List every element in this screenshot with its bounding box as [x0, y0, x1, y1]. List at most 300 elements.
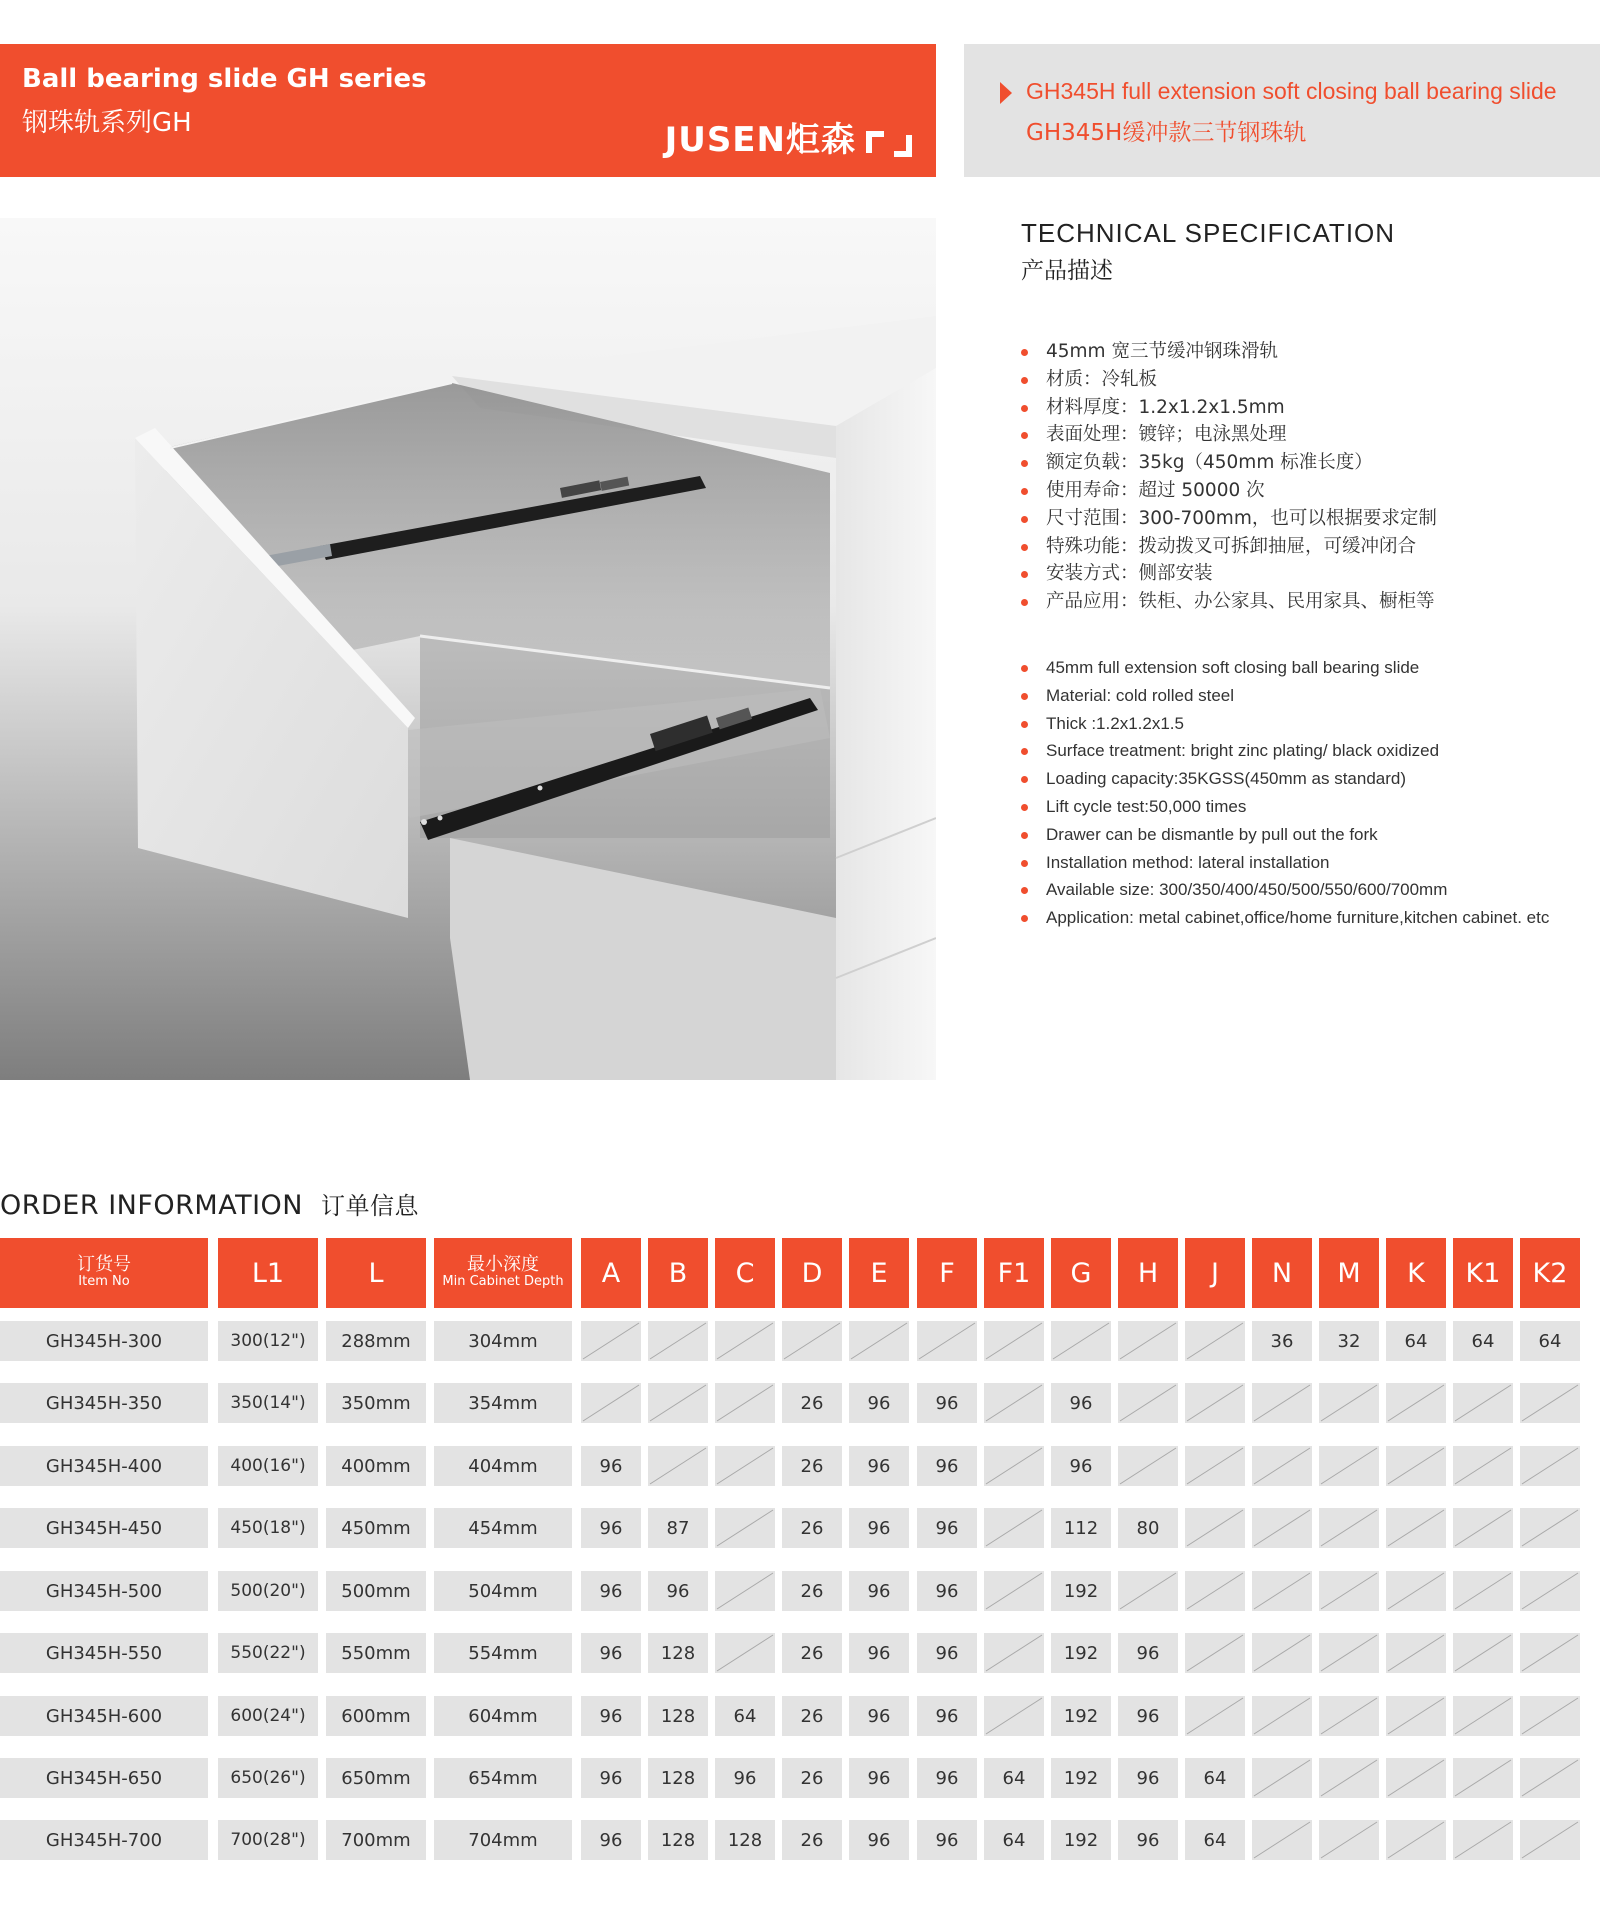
cell-value: 112	[1063, 1517, 1099, 1539]
column-header	[984, 1238, 1044, 1308]
table-cell	[1051, 1633, 1111, 1673]
cell-value: 304mm	[468, 1330, 538, 1352]
cell-value: 96	[1069, 1455, 1093, 1477]
spec-list-cn	[1021, 338, 1437, 616]
cell-value: 26	[800, 1767, 824, 1789]
table-cell	[218, 1633, 318, 1673]
cell-value: 192	[1063, 1642, 1099, 1664]
table-cell	[648, 1571, 708, 1611]
table-cell	[984, 1696, 1044, 1736]
cell-value: 64	[1002, 1767, 1026, 1789]
header-label: K	[1407, 1257, 1425, 1289]
cell-value: 96	[599, 1829, 623, 1851]
table-cell	[1453, 1696, 1513, 1736]
header-label: L1	[251, 1257, 285, 1289]
table-cell	[917, 1758, 977, 1798]
not-applicable-slash-icon	[1520, 1383, 1580, 1423]
table-cell	[648, 1758, 708, 1798]
column-header	[1118, 1238, 1178, 1308]
not-applicable-slash-icon	[1319, 1383, 1379, 1423]
list-item: Drawer can be dismantle by pull out the fork	[1021, 821, 1549, 849]
table-cell	[1252, 1571, 1312, 1611]
table-cell	[715, 1446, 775, 1486]
cell-value: 96	[599, 1642, 623, 1664]
table-cell	[1319, 1321, 1379, 1361]
table-cell	[434, 1446, 572, 1486]
table-cell	[1185, 1820, 1245, 1860]
column-header	[917, 1238, 977, 1308]
table-cell	[984, 1508, 1044, 1548]
table-cell	[1386, 1696, 1446, 1736]
table-cell	[849, 1696, 909, 1736]
not-applicable-slash-icon	[1185, 1446, 1245, 1486]
not-applicable-slash-icon	[715, 1571, 775, 1611]
cell-value: 26	[800, 1517, 824, 1539]
table-cell	[1051, 1820, 1111, 1860]
table-cell	[715, 1508, 775, 1548]
header-label: K1	[1465, 1257, 1501, 1289]
header-label: N	[1271, 1257, 1293, 1289]
cell-value: 96	[935, 1767, 959, 1789]
table-cell	[917, 1820, 977, 1860]
cell-value: 26	[800, 1829, 824, 1851]
item-no-cell	[0, 1696, 208, 1736]
table-cell	[782, 1571, 842, 1611]
cell-value: 96	[867, 1767, 891, 1789]
column-header	[715, 1238, 775, 1308]
cell-value: 64	[1538, 1330, 1562, 1352]
cell-value: 26	[800, 1392, 824, 1414]
table-cell	[218, 1321, 318, 1361]
not-applicable-slash-icon	[648, 1321, 708, 1361]
table-cell	[581, 1446, 641, 1486]
table-cell	[581, 1696, 641, 1736]
not-applicable-slash-icon	[984, 1696, 1044, 1736]
not-applicable-slash-icon	[1520, 1820, 1580, 1860]
not-applicable-slash-icon	[648, 1383, 708, 1423]
cell-value: 600mm	[341, 1705, 411, 1727]
table-cell	[1319, 1820, 1379, 1860]
table-cell	[1118, 1633, 1178, 1673]
cell-value: 26	[800, 1642, 824, 1664]
cell-value: GH345H-350	[45, 1392, 163, 1414]
table-cell	[326, 1571, 426, 1611]
not-applicable-slash-icon	[782, 1321, 842, 1361]
not-applicable-slash-icon	[1319, 1758, 1379, 1798]
item-no-cell	[0, 1571, 208, 1611]
table-cell	[434, 1508, 572, 1548]
column-header	[1252, 1238, 1312, 1308]
list-item: Thick :1.2x1.2x1.5	[1021, 710, 1549, 738]
cell-value: 96	[599, 1517, 623, 1539]
item-no-cell	[0, 1321, 208, 1361]
table-cell	[218, 1446, 318, 1486]
list-item: 45mm 宽三节缓冲钢珠滑轨	[1021, 338, 1437, 366]
table-cell	[218, 1820, 318, 1860]
table-cell	[849, 1383, 909, 1423]
not-applicable-slash-icon	[1319, 1446, 1379, 1486]
table-cell	[581, 1820, 641, 1860]
header-label: C	[735, 1257, 755, 1289]
table-cell	[648, 1383, 708, 1423]
cell-value: 96	[867, 1642, 891, 1664]
cell-value: 192	[1063, 1767, 1099, 1789]
not-applicable-slash-icon	[1453, 1758, 1513, 1798]
cell-value: 450mm	[341, 1517, 411, 1539]
table-cell	[1520, 1696, 1580, 1736]
table-cell	[648, 1321, 708, 1361]
table-cell	[326, 1446, 426, 1486]
cell-value: 96	[599, 1705, 623, 1727]
header-label: A	[601, 1257, 621, 1289]
not-applicable-slash-icon	[715, 1508, 775, 1548]
table-cell	[984, 1758, 1044, 1798]
cell-value: GH345H-700	[45, 1829, 163, 1851]
not-applicable-slash-icon	[1453, 1571, 1513, 1611]
brand-logo	[664, 120, 912, 160]
spec-subtitle: 产品描述	[1021, 258, 1113, 284]
not-applicable-slash-icon	[715, 1321, 775, 1361]
not-applicable-slash-icon	[1386, 1696, 1446, 1736]
table-cell	[1185, 1633, 1245, 1673]
table-cell	[1118, 1696, 1178, 1736]
header-label: K2	[1532, 1257, 1568, 1289]
header-label: F	[939, 1257, 955, 1289]
column-header	[1185, 1238, 1245, 1308]
not-applicable-slash-icon	[1520, 1633, 1580, 1673]
not-applicable-slash-icon	[1252, 1820, 1312, 1860]
item-no-cell	[0, 1633, 208, 1673]
table-cell	[218, 1383, 318, 1423]
table-cell	[434, 1321, 572, 1361]
cell-value: 500(20")	[230, 1581, 306, 1601]
cell-value: 96	[935, 1705, 959, 1727]
column-header	[648, 1238, 708, 1308]
table-cell	[1118, 1508, 1178, 1548]
table-cell	[1520, 1820, 1580, 1860]
not-applicable-slash-icon	[1319, 1571, 1379, 1611]
header-label: H	[1137, 1257, 1159, 1289]
table-cell	[1319, 1633, 1379, 1673]
not-applicable-slash-icon	[849, 1321, 909, 1361]
table-cell	[782, 1446, 842, 1486]
table-cell	[715, 1758, 775, 1798]
table-cell	[1051, 1508, 1111, 1548]
cell-value: 26	[800, 1705, 824, 1727]
cell-value: 96	[599, 1580, 623, 1602]
brand-mark-icon	[866, 131, 912, 157]
table-cell	[1252, 1383, 1312, 1423]
table-cell	[715, 1820, 775, 1860]
cell-value: GH345H-300	[45, 1330, 163, 1352]
table-cell	[218, 1758, 318, 1798]
table-cell	[1252, 1508, 1312, 1548]
cell-value: 192	[1063, 1580, 1099, 1602]
table-cell	[218, 1696, 318, 1736]
not-applicable-slash-icon	[1386, 1446, 1446, 1486]
table-cell	[1386, 1508, 1446, 1548]
list-item: 使用寿命：超过 50000 次	[1021, 477, 1437, 505]
table-cell	[1520, 1758, 1580, 1798]
brand-name: JUSEN炬森	[664, 120, 856, 160]
table-cell	[581, 1758, 641, 1798]
table-cell	[1386, 1446, 1446, 1486]
not-applicable-slash-icon	[984, 1321, 1044, 1361]
cell-value: GH345H-600	[45, 1705, 163, 1727]
table-cell	[1520, 1571, 1580, 1611]
table-cell	[1520, 1508, 1580, 1548]
not-applicable-slash-icon	[1252, 1633, 1312, 1673]
order-title-en: ORDER INFORMATION	[0, 1190, 303, 1221]
cell-value: 64	[1203, 1767, 1227, 1789]
not-applicable-slash-icon	[1453, 1820, 1513, 1860]
table-cell	[1051, 1696, 1111, 1736]
cell-value: 704mm	[468, 1829, 538, 1851]
table-cell	[917, 1508, 977, 1548]
cell-value: 64	[733, 1705, 757, 1727]
cell-value: 300(12")	[230, 1331, 306, 1351]
series-title-en: Ball bearing slide GH series	[22, 64, 427, 94]
header-label: G	[1070, 1257, 1092, 1289]
cell-value: 32	[1337, 1330, 1361, 1352]
table-cell	[326, 1321, 426, 1361]
table-cell	[1185, 1758, 1245, 1798]
table-cell	[1386, 1633, 1446, 1673]
not-applicable-slash-icon	[1386, 1383, 1446, 1423]
table-cell	[1118, 1321, 1178, 1361]
spec-title: TECHNICAL SPECIFICATION	[1021, 218, 1396, 248]
cell-value: 128	[660, 1829, 696, 1851]
table-cell	[1453, 1383, 1513, 1423]
table-cell	[434, 1758, 572, 1798]
table-cell	[326, 1383, 426, 1423]
list-item: 材料厚度：1.2x1.2x1.5mm	[1021, 394, 1437, 422]
table-cell	[1386, 1758, 1446, 1798]
table-cell	[782, 1696, 842, 1736]
table-cell	[1051, 1383, 1111, 1423]
column-header	[326, 1238, 426, 1308]
table-cell	[1252, 1321, 1312, 1361]
not-applicable-slash-icon	[1319, 1508, 1379, 1548]
table-cell	[917, 1446, 977, 1486]
cell-value: GH345H-650	[45, 1767, 163, 1789]
header-label-en: Item No	[78, 1274, 130, 1290]
cell-value: 504mm	[468, 1580, 538, 1602]
table-cell	[326, 1508, 426, 1548]
table-cell	[1051, 1321, 1111, 1361]
table-cell	[917, 1321, 977, 1361]
not-applicable-slash-icon	[1185, 1321, 1245, 1361]
table-cell	[1118, 1383, 1178, 1423]
table-cell	[1386, 1820, 1446, 1860]
not-applicable-slash-icon	[715, 1383, 775, 1423]
table-cell	[984, 1321, 1044, 1361]
table-cell	[782, 1321, 842, 1361]
table-cell	[1319, 1508, 1379, 1548]
table-cell	[984, 1383, 1044, 1423]
table-cell	[1185, 1383, 1245, 1423]
cell-value: 500mm	[341, 1580, 411, 1602]
not-applicable-slash-icon	[1252, 1446, 1312, 1486]
spec-list-en	[1021, 654, 1549, 932]
not-applicable-slash-icon	[1185, 1571, 1245, 1611]
cell-value: 64	[1471, 1330, 1495, 1352]
table-cell	[984, 1820, 1044, 1860]
order-title-cn: 订单信息	[320, 1192, 419, 1220]
table-cell	[849, 1820, 909, 1860]
header-label: J	[1211, 1257, 1219, 1289]
table-cell	[1319, 1571, 1379, 1611]
cell-value: 654mm	[468, 1767, 538, 1789]
cell-value: GH345H-450	[45, 1517, 163, 1539]
not-applicable-slash-icon	[1520, 1446, 1580, 1486]
column-header	[1319, 1238, 1379, 1308]
cell-value: 450(18")	[230, 1518, 306, 1538]
table-cell	[1319, 1383, 1379, 1423]
table-cell	[1252, 1758, 1312, 1798]
not-applicable-slash-icon	[1520, 1696, 1580, 1736]
cell-value: 350mm	[341, 1392, 411, 1414]
header-label: F1	[997, 1257, 1031, 1289]
not-applicable-slash-icon	[1118, 1571, 1178, 1611]
cell-value: 96	[867, 1580, 891, 1602]
not-applicable-slash-icon	[1319, 1696, 1379, 1736]
table-cell	[218, 1508, 318, 1548]
table-cell	[1520, 1383, 1580, 1423]
header-label-en: Min Cabinet Depth	[442, 1274, 564, 1290]
table-cell	[1252, 1633, 1312, 1673]
table-cell	[434, 1820, 572, 1860]
table-cell	[849, 1758, 909, 1798]
product-banner	[964, 44, 1600, 177]
table-cell	[434, 1571, 572, 1611]
cell-value: 96	[935, 1642, 959, 1664]
cell-value: 96	[1136, 1829, 1160, 1851]
table-cell	[1386, 1383, 1446, 1423]
not-applicable-slash-icon	[1252, 1696, 1312, 1736]
table-cell	[1185, 1571, 1245, 1611]
not-applicable-slash-icon	[1118, 1446, 1178, 1486]
table-cell	[326, 1758, 426, 1798]
table-cell	[1118, 1758, 1178, 1798]
cell-value: 400mm	[341, 1455, 411, 1477]
list-item: Lift cycle test:50,000 times	[1021, 793, 1549, 821]
header-label-cn: 最小深度	[467, 1253, 539, 1275]
table-cell	[715, 1696, 775, 1736]
not-applicable-slash-icon	[1051, 1321, 1111, 1361]
list-item: Available size: 300/350/400/450/500/550/600/700mm	[1021, 876, 1549, 904]
not-applicable-slash-icon	[1520, 1758, 1580, 1798]
cell-value: 650mm	[341, 1767, 411, 1789]
cell-value: 96	[733, 1767, 757, 1789]
table-cell	[984, 1571, 1044, 1611]
table-cell	[648, 1633, 708, 1673]
table-cell	[1453, 1508, 1513, 1548]
table-cell	[1520, 1633, 1580, 1673]
table-cell	[1185, 1446, 1245, 1486]
cell-value: 128	[660, 1705, 696, 1727]
list-item: Loading capacity:35KGSS(450mm as standard)	[1021, 765, 1549, 793]
table-cell	[1520, 1446, 1580, 1486]
not-applicable-slash-icon	[984, 1383, 1044, 1423]
cell-value: 96	[867, 1829, 891, 1851]
column-header	[0, 1238, 208, 1308]
table-cell	[1185, 1696, 1245, 1736]
table-cell	[782, 1758, 842, 1798]
table-cell	[917, 1633, 977, 1673]
table-cell	[1453, 1446, 1513, 1486]
table-cell	[917, 1383, 977, 1423]
cell-value: 96	[935, 1829, 959, 1851]
cell-value: 26	[800, 1580, 824, 1602]
cell-value: 604mm	[468, 1705, 538, 1727]
table-cell	[326, 1633, 426, 1673]
column-header	[1520, 1238, 1580, 1308]
table-cell	[648, 1696, 708, 1736]
table-cell	[984, 1446, 1044, 1486]
table-cell	[581, 1508, 641, 1548]
not-applicable-slash-icon	[1386, 1571, 1446, 1611]
table-cell	[782, 1383, 842, 1423]
not-applicable-slash-icon	[715, 1633, 775, 1673]
table-cell	[715, 1633, 775, 1673]
table-cell	[1118, 1820, 1178, 1860]
table-cell	[1252, 1820, 1312, 1860]
not-applicable-slash-icon	[1453, 1633, 1513, 1673]
table-cell	[1453, 1820, 1513, 1860]
cell-value: 128	[660, 1767, 696, 1789]
cell-value: 128	[727, 1829, 763, 1851]
cell-value: 600(24")	[230, 1706, 306, 1726]
cell-value: 650(26")	[230, 1768, 306, 1788]
table-cell	[581, 1321, 641, 1361]
table-cell	[1185, 1508, 1245, 1548]
cell-value: 96	[935, 1517, 959, 1539]
table-cell	[1118, 1446, 1178, 1486]
table-cell	[1386, 1321, 1446, 1361]
table-cell	[782, 1633, 842, 1673]
not-applicable-slash-icon	[1185, 1696, 1245, 1736]
table-cell	[1453, 1321, 1513, 1361]
cell-value: GH345H-550	[45, 1642, 163, 1664]
not-applicable-slash-icon	[648, 1446, 708, 1486]
not-applicable-slash-icon	[1386, 1758, 1446, 1798]
list-item: Application: metal cabinet,office/home furniture,kitchen cabinet. etc	[1021, 904, 1549, 932]
cell-value: 128	[660, 1642, 696, 1664]
not-applicable-slash-icon	[1319, 1820, 1379, 1860]
cell-value: 96	[1136, 1767, 1160, 1789]
table-cell	[581, 1383, 641, 1423]
not-applicable-slash-icon	[715, 1446, 775, 1486]
cell-value: 400(16")	[230, 1456, 306, 1476]
header-label: D	[801, 1257, 823, 1289]
cell-value: 96	[599, 1455, 623, 1477]
series-title-cn: 钢珠轨系列GH	[22, 108, 192, 138]
table-cell	[434, 1696, 572, 1736]
cell-value: GH345H-400	[45, 1455, 163, 1477]
header-label: M	[1337, 1257, 1361, 1289]
item-no-cell	[0, 1758, 208, 1798]
cell-value: 80	[1136, 1517, 1160, 1539]
not-applicable-slash-icon	[1185, 1508, 1245, 1548]
cell-value: 64	[1404, 1330, 1428, 1352]
not-applicable-slash-icon	[1453, 1508, 1513, 1548]
cell-value: 87	[666, 1517, 690, 1539]
cell-value: 26	[800, 1455, 824, 1477]
triangle-bullet-icon	[1000, 82, 1012, 104]
column-header	[1051, 1238, 1111, 1308]
not-applicable-slash-icon	[1520, 1571, 1580, 1611]
